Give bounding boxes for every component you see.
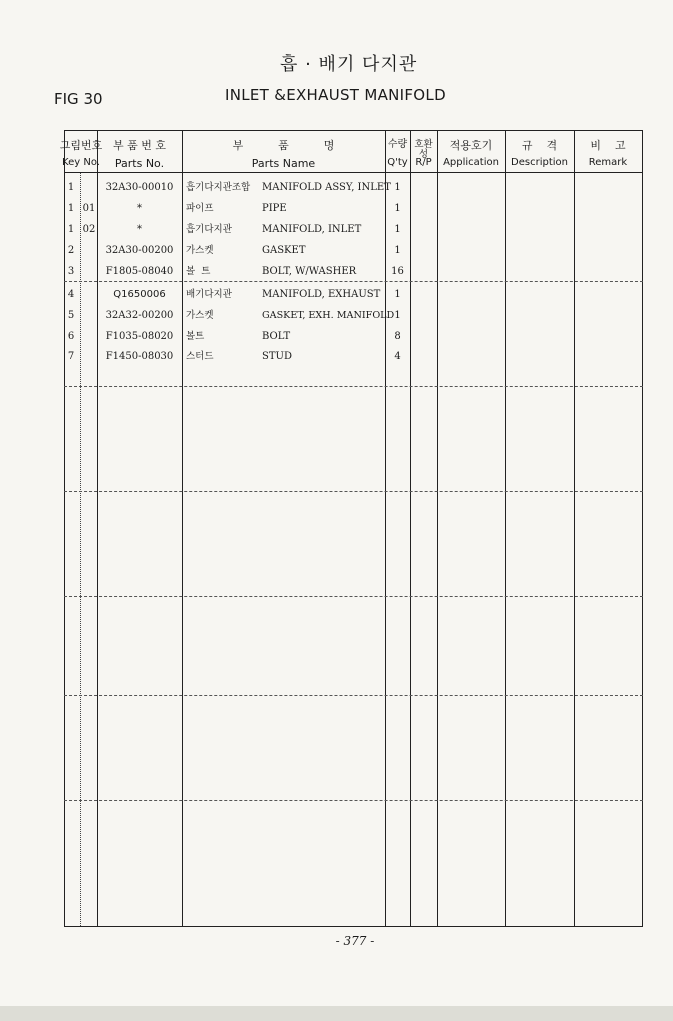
key-no: 1 xyxy=(67,182,75,193)
table-bottom-border xyxy=(64,926,643,927)
key-no: 2 xyxy=(67,245,75,256)
header-partno-kr: 부 품 번 호 xyxy=(113,139,166,152)
key-no: 6 xyxy=(67,331,75,342)
part-no: F1035-08020 xyxy=(105,331,174,342)
row-separator xyxy=(64,596,643,597)
qty: 1 xyxy=(394,245,401,256)
key-sub-divider xyxy=(80,172,81,926)
part-name-kr: 배기다지관 xyxy=(186,289,232,300)
part-name-en: MANIFOLD ASSY, INLET xyxy=(262,182,391,193)
header-rp-en: R/P xyxy=(415,157,432,168)
key-no: 5 xyxy=(67,310,75,321)
part-no: 32A32-00200 xyxy=(105,310,174,321)
qty: 4 xyxy=(394,351,401,362)
part-name-kr: 가스켓 xyxy=(186,310,214,321)
part-name-en: GASKET xyxy=(262,245,306,256)
header-qty-kr: 수량 xyxy=(387,139,408,150)
part-name-en: PIPE xyxy=(262,203,287,214)
part-no: 32A30-00010 xyxy=(105,182,174,193)
key-no: 7 xyxy=(67,351,75,362)
row-separator xyxy=(64,281,643,282)
header-partname-kr: 부 품 명 xyxy=(232,139,335,152)
col-divider-5 xyxy=(437,130,438,926)
part-name-kr: 흡기다지관 xyxy=(186,224,232,235)
part-no: Q1650006 xyxy=(113,289,166,300)
part-no: * xyxy=(137,224,142,235)
part-name-en: STUD xyxy=(262,351,292,362)
key-no: 1 xyxy=(67,224,75,235)
col-divider-7 xyxy=(574,130,575,926)
title-korean: 흡 · 배기 다지관 xyxy=(280,54,418,75)
key-no: 4 xyxy=(67,289,75,300)
qty: 1 xyxy=(394,203,401,214)
sub-no: 02 xyxy=(82,224,96,235)
qty: 1 xyxy=(394,310,401,321)
row-separator xyxy=(64,800,643,801)
header-application-en: Application xyxy=(443,157,499,168)
qty: 1 xyxy=(394,289,401,300)
col-divider-2 xyxy=(182,130,183,926)
row-separator xyxy=(64,695,643,696)
header-rp-kr: 호환성 xyxy=(414,139,433,160)
qty: 8 xyxy=(394,331,401,342)
part-name-kr: 스터드 xyxy=(186,351,214,362)
scan-bottom-strip xyxy=(0,1006,673,1021)
header-description-en: Description xyxy=(511,157,568,168)
key-no: 3 xyxy=(67,266,75,277)
fig-label: FIG 30 xyxy=(54,90,103,108)
qty: 16 xyxy=(391,266,404,277)
qty: 1 xyxy=(394,182,401,193)
header-description-kr: 규 격 xyxy=(521,139,558,152)
part-name-kr: 흡기다지관조합 xyxy=(186,182,251,193)
part-name-kr: 볼트 xyxy=(186,331,205,342)
header-remark-kr: 비 고 xyxy=(590,139,626,152)
part-name-kr: 볼 트 xyxy=(186,266,211,277)
page-number: - 377 - xyxy=(335,934,375,948)
row-separator xyxy=(64,386,643,387)
part-no: F1450-08030 xyxy=(105,351,174,362)
header-key-kr: 그림번호 xyxy=(59,139,103,152)
qty: 1 xyxy=(394,224,401,235)
header-partname-en: Parts Name xyxy=(251,157,316,170)
title-english: INLET &EXHAUST MANIFOLD xyxy=(225,86,446,104)
part-name-kr: 파이프 xyxy=(186,203,214,214)
part-name-en: BOLT xyxy=(262,331,291,342)
header-bottom-line xyxy=(64,172,643,173)
col-divider-4 xyxy=(410,130,411,926)
part-name-en: BOLT, W/WASHER xyxy=(262,266,357,277)
row-separator xyxy=(64,491,643,492)
header-partno-en: Parts No. xyxy=(114,157,165,170)
part-name-kr: 가스켓 xyxy=(186,245,214,256)
header-qty-en: Q'ty xyxy=(387,157,408,168)
table-right-border xyxy=(642,130,643,926)
header-remark-en: Remark xyxy=(588,157,628,168)
part-name-en: MANIFOLD, INLET xyxy=(262,224,362,235)
col-divider-6 xyxy=(505,130,506,926)
key-no: 1 xyxy=(67,203,75,214)
sub-no: 01 xyxy=(82,203,96,214)
part-no: * xyxy=(137,203,142,214)
part-name-en: GASKET, EXH. MANIFOLD xyxy=(262,310,395,321)
part-no: F1805-08040 xyxy=(105,266,174,277)
part-no: 32A30-00200 xyxy=(105,245,174,256)
part-name-en: MANIFOLD, EXHAUST xyxy=(262,289,381,300)
header-key-en: Key No. xyxy=(62,157,100,168)
table-top-border xyxy=(64,130,643,131)
header-application-kr: 적용호기 xyxy=(449,139,493,152)
